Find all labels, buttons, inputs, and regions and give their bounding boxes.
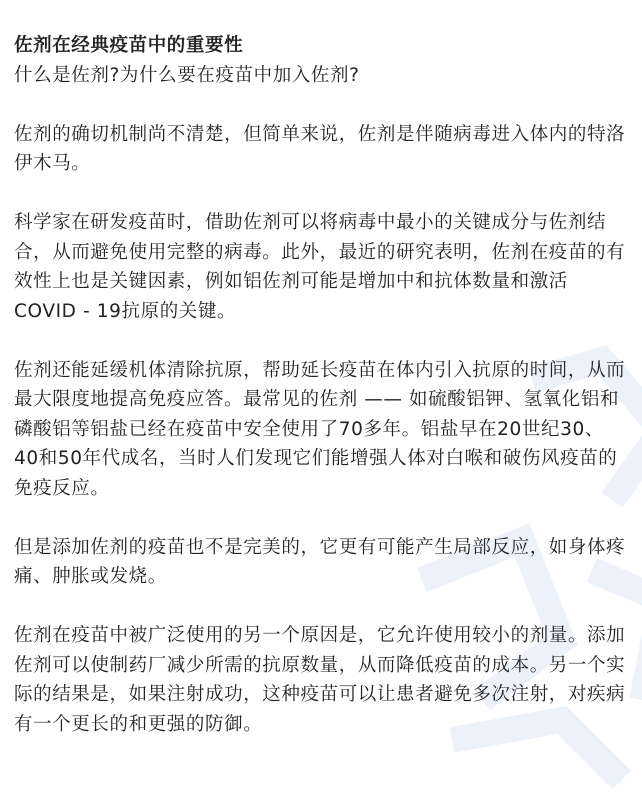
article-title: 佐剂在经典疫苗中的重要性 (14, 35, 244, 56)
article-subtitle: 什么是佐剂?为什么要在疫苗中加入佐剂? (14, 64, 360, 86)
article-header (14, 31, 628, 90)
paragraph-3: 佐剂还能延缓机体清除抗原，帮助延长疫苗在体内引入抗原的时间，从而最大限度地提高免疫应答。最常见的佐剂 —— 如硫酸铝钾、氢氧化铝和磷酸铝等铝盐已经在疫苗中安全使用了70多年。铝盐早在20世纪30、40和50年代成名，当时人们发现它们能增强人体对白喉和破伤风疫苗的免疫反应。 (14, 359, 626, 499)
paragraph-1: 佐剂的确切机制尚不清楚，但简单来说，佐剂是伴随病毒进入体内的特洛伊木马。 (14, 123, 626, 174)
paragraph-2: 科学家在研发疫苗时，借助佐剂可以将病毒中最小的关键成分与佐剂结合，从而避免使用完整的病毒。此外，最近的研究表明，佐剂在疫苗的有效性上也是关键因素，例如铝佐剂可能是增加中和抗体数量和激活COVID - 19抗原的关键。 (14, 212, 626, 322)
paragraph-5: 佐剂在疫苗中被广泛使用的另一个原因是，它允许使用较小的剂量。添加佐剂可以使制药厂减少所需的抗原数量，从而降低疫苗的成本。另一个实际的结果是，如果注射成功，这种疫苗可以让患者避免多次注射，对疾病有一个更长的和更强的防御。 (14, 625, 626, 735)
paragraph-4: 但是添加佐剂的疫苗也不是完美的，它更有可能产生局部反应，如身体疼痛、肿胀或发烧。 (14, 536, 626, 587)
